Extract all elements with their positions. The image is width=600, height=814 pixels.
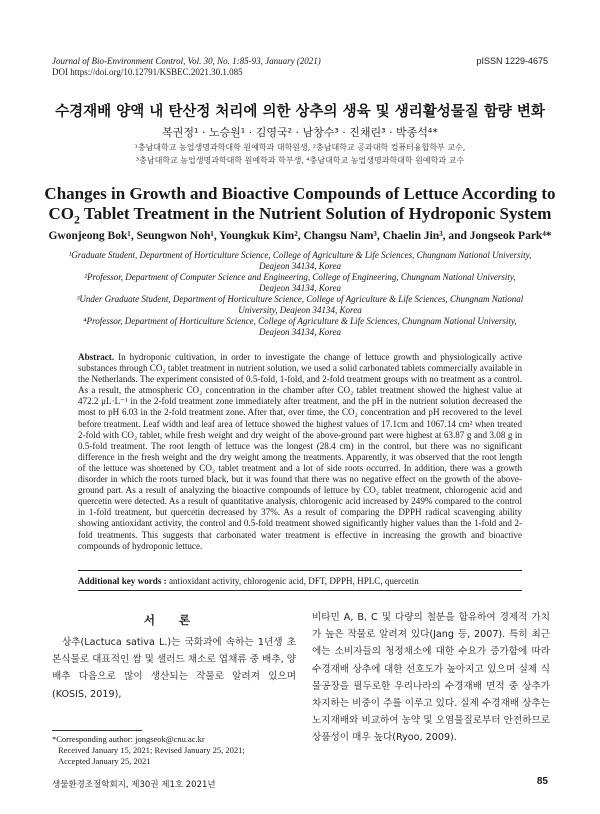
- english-title: [40, 184, 560, 229]
- english-authors: Gwonjeong Bok¹, Seungwon Noh¹, Youngkuk Kim², Changsu Nam³, Chaelin Jin³, and Jongseok Park⁴*: [48, 230, 552, 242]
- abstract-text: In hydroponic cultivation, in order to investigate the change of lettuce growth and physiologically active substances through CO₂ tablet treatment in nutrient solution, we used a solid carbonated tablets commercially available in the Netherlands. The experiment consisted of 0.5-fold, 1-fold, and 2-fold treatment groups with no treatment as a control. As a result, the atmospheric CO₂ concentration in the chamber after CO₂ tablet treatment showed the highest value at 472.2 μL·L⁻¹ in the 2-fold treatment zone immediately after treatment, and the pH in the nutrient solution decreased the most to pH 6.03 in the 2-fold treatment zone. After that, over time, the CO₂ concentration and pH recovered to the level before treatment. Leaf width and leaf area of lettuce showed the highest values of 17.1cm and 1067.14 cm² when treated 2-fold with CO₂ tablet, while fresh weight and dry weight of the above-ground part were highest at 63.87 g and 3.08 g in 0.5-fold treatment. The root length of lettuce was the longest (28.4 cm) in the control, but there was no significant difference in the fresh weight and the dry weight among the treatments. Apparently, it was observed that the root length of the lettuce was shortened by CO₂ tablet treatment and a lot of side roots occurred. In addition, there was a growth disorder in which the roots turned black, but it was found that there was no negative effect on the growth of the above-ground part. As a result of analyzing the bioactive compounds of lettuce by CO₂ tablet treatment, chlorogenic acid and quercetin were detected. As a result of quantitative analysis, chlorogenic acid increased by 249% compared to the control in 1-fold treatment, but quercetin decreased by 37%. As a result of comparing the DPPH radical scavenging ability showing antioxidant activity, the control and 0.5-fold treatment showed significantly higher values than the 1-fold and 2-fold treatments. This suggests that carbonated water treatment is effective in increasing the growth and bioactive compounds of hydroponic lettuce.: [78, 352, 522, 551]
- footnote-divider: [52, 730, 142, 731]
- korean-authors: 복권정¹ · 노승원¹ · 김영국² · 남창수³ · 진채린³ · 박종석⁴*: [162, 126, 438, 139]
- affiliation-4: ⁴Professor, Department of Horticulture Science, College of Agriculture & Life Sciences, Chungnam National University, Deajeon 34134, Korea: [83, 316, 517, 337]
- section-heading-introduction: 서 론: [143, 613, 201, 627]
- page-number: 85: [536, 776, 548, 787]
- intro-column-1: 상추(Lactuca sativa L.)는 국화과에 속하는 1년생 초본식물로 대표적인 쌈 및 샐러드 채소로 엽채류 중 배추, 양배추 다음으로 많이 생산되는 작물로 알려져 있으며(KOSIS, 2019),: [52, 637, 296, 700]
- abstract-label: Abstract.: [78, 352, 115, 362]
- english-title-line-1: Changes in Growth and Bioactive Compounds of Lettuce According to: [44, 184, 556, 203]
- english-title-line-2: $CO_2$ Tablet Treatment in the Nutrient Solution of Hydroponic System: [48, 204, 552, 227]
- corresponding-author: *Corresponding author: jongseok@cnu.ac.kr: [52, 734, 205, 744]
- korean-title: 수경재배 양액 내 탄산정 처리에 의한 상추의 생육 및 생리활성물질 함량 변화: [55, 104, 545, 120]
- journal-header: [52, 56, 321, 78]
- divider-top: [78, 570, 522, 571]
- affiliation-2: ²Professor, Department of Computer Science and Engineering, College of Engineering, Chungnam National University, Deajeon 34134, Korea: [84, 272, 516, 293]
- issn: pISSN 1229-4675: [476, 56, 548, 66]
- keywords: [78, 576, 419, 586]
- korean-affiliation-2: ³충남대학교 농업생명과학대학 원예학과 학부생, ⁴충남대학교 농업생명과학대학 원예학과 교수: [135, 156, 465, 165]
- affiliation-1: ¹Graduate Student, Department of Horticulture Science, College of Agriculture & Life Sciences, Chungnam National University, Deajeon 34134, Korea: [68, 250, 532, 271]
- footer-journal: 생물환경조절학회지, 제30권 제1호 2021년: [52, 780, 216, 790]
- received-revised: Received January 15, 2021; Revised January 25, 2021;: [58, 745, 245, 755]
- korean-affiliation-1: ¹충남대학교 농업생명과학대학 원예학과 대학원생, ²충남대학교 공과대학 컴퓨터융합학부 교수,: [134, 143, 466, 152]
- english-affiliations: [68, 250, 532, 338]
- keywords-text: antioxidant activity, chlorogenic acid, DFT, DPPH, HPLC, quercetin: [168, 576, 419, 586]
- affiliation-3: ³Under Graduate Student, Department of Horticulture Science, College of Agriculture & Life Sciences, Chungnam National University, Deajeon 34134, Korea: [76, 294, 524, 315]
- divider-bottom: [78, 590, 522, 591]
- doi-line: DOI https://doi.org/10.12791/KSBEC.2021.30.1.085: [52, 67, 243, 77]
- footnote: [52, 734, 245, 767]
- abstract: [78, 352, 522, 552]
- keywords-label: Additional key words :: [78, 576, 167, 586]
- intro-column-2: 비타민 A, B, C 및 다량의 철분을 함유하여 경제적 가치가 높은 작물로 알려져 있다(Jang 등, 2007). 특히 최근에는 소비자들의 청정채소에 대한 수요가 증가함에 따라 수경재배 상추에 대한 선호도가 높아지고 있으며 실제 식물공장을 필두로한 우리나라의 수경재배 면적 중 상추가 차지하는 비중이 주를 이루고 있다. 실제 수경재배 상추는 노지재배와 비교하여 농약 및 오염물질로부터 안전하므로 상품성이 매우 높다(Ryoo, 2009).: [312, 612, 550, 744]
- journal-citation: Journal of Bio-Environment Control, Vol. 30, No. 1:85-93, January (2021): [52, 56, 321, 66]
- accepted: Accepted January 25, 2021: [58, 756, 151, 766]
